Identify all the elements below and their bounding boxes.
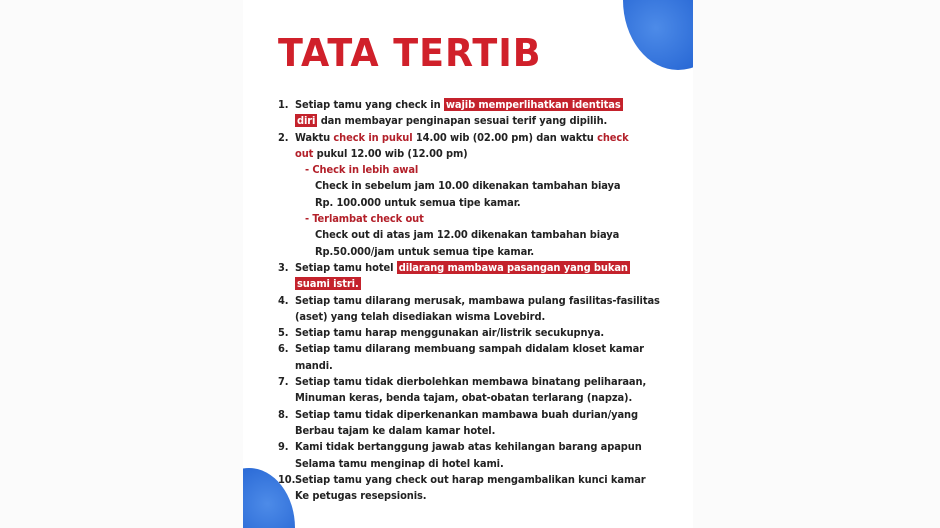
rule-text: Setiap tamu yang check out harap mengambalikan kunci kamar Ke petugas resepsionis.: [295, 472, 646, 503]
rule-10: [278, 472, 690, 505]
rule-number: 7.: [278, 375, 289, 389]
sub-rule-late-checkout: [278, 211, 690, 260]
decorative-blue-shape-top-right: [623, 0, 693, 70]
rule-6: [278, 341, 690, 374]
rule-text: Kami tidak bertanggung jawab atas kehilangan barang apapun Selama tamu menginap di hotel kami.: [295, 440, 642, 470]
rule-text: Setiap tamu dilarang membuang sampah didalam kloset kamar mandi.: [295, 342, 644, 372]
highlight: suami istri.: [297, 277, 359, 291]
rules-list: [278, 97, 690, 504]
right-margin: [693, 0, 940, 528]
sub-rule-heading: - Terlambat check out: [305, 212, 424, 226]
rule-number: 10.: [278, 472, 296, 486]
rule-8: [278, 407, 690, 440]
rule-1: [278, 97, 690, 130]
rule-4: [278, 293, 690, 326]
rule-2: [278, 130, 690, 163]
left-margin: [0, 0, 243, 528]
rule-5: [278, 325, 690, 341]
highlight: diri: [297, 114, 316, 128]
rule-text: Setiap tamu hotel dilarang mambawa pasangan yang bukan suami istri.: [295, 260, 628, 291]
sub-rule-text: Rp.50.000/jam untuk semua tipe kamar.: [315, 244, 535, 258]
rule-number: 3.: [278, 260, 289, 274]
rule-text: Waktu check in pukul 14.00 wib (02.00 pm) dan waktu check out pukul 12.00 wib (12.00 pm): [295, 130, 629, 160]
rule-text: Setiap tamu tidak dierbolehkan membawa binatang peliharaan, Minuman keras, benda tajam, obat-obatan terlarang (napza).: [295, 375, 647, 405]
sub-rule-heading: - Check in lebih awal: [305, 163, 419, 177]
rule-number: 8.: [278, 407, 289, 421]
sub-rule-text: Check out di atas jam 12.00 dikenakan tambahan biaya: [315, 228, 620, 242]
rule-number: 1.: [278, 98, 289, 111]
rule-number: 4.: [278, 293, 289, 307]
rule-9: [278, 439, 690, 472]
rules-poster: [243, 0, 693, 528]
rule-text: Setiap tamu yang check in wajib memperlihatkan identitas diri dan membayar penginapan sesuai terif yang dipilih.: [295, 98, 621, 128]
rule-number: 9.: [278, 440, 289, 454]
rule-text: Setiap tamu dilarang merusak, mambawa pulang fasilitas-fasilitas (aset) yang telah disediakan wisma Lovebird.: [295, 293, 660, 323]
highlight: wajib memperlihatkan identitas: [445, 98, 621, 111]
sub-rule-early-checkin: [278, 162, 690, 211]
rule-3: [278, 260, 690, 293]
rule-number: 5.: [278, 326, 289, 340]
rule-number: 6.: [278, 342, 289, 356]
rule-number: 2.: [278, 130, 289, 144]
sub-rule-text: Check in sebelum jam 10.00 dikenakan tambahan biaya: [315, 179, 621, 193]
rule-text: Setiap tamu tidak diperkenankan mambawa buah durian/yang Berbau tajam ke dalam kamar hotel.: [295, 407, 638, 437]
highlight: dilarang mambawa pasangan yang bukan: [398, 260, 628, 274]
sub-rule-text: Rp. 100.000 untuk semua tipe kamar.: [315, 195, 521, 209]
poster-title: TATA TERTIB: [278, 31, 542, 75]
rule-text: Setiap tamu harap menggunakan air/listrik secukupnya.: [295, 326, 605, 340]
rule-7: [278, 374, 690, 407]
